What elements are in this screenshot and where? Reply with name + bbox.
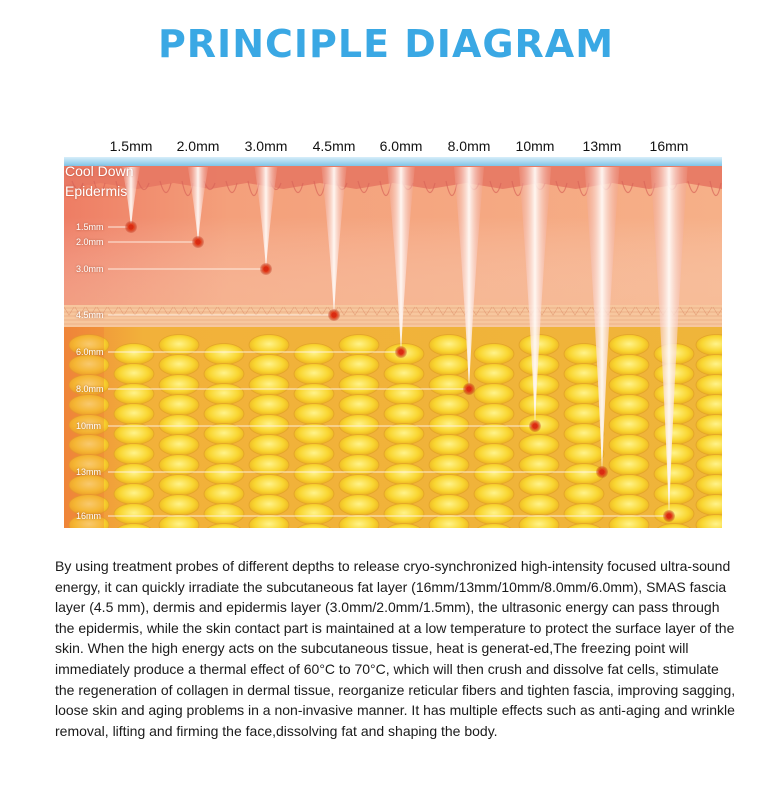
fat-cell — [339, 415, 379, 436]
fat-cell — [114, 364, 154, 385]
depth-label-1: 1.5mm — [76, 222, 104, 232]
fat-cell — [474, 444, 514, 465]
fat-cell — [249, 375, 289, 396]
fat-cell — [384, 404, 424, 425]
fat-cell — [384, 484, 424, 505]
cool-down-bar — [64, 157, 722, 166]
depth-label-3: 3.0mm — [76, 264, 104, 274]
depth-label-2: 2.0mm — [76, 237, 104, 247]
fat-cell — [294, 364, 334, 385]
fat-cell — [564, 504, 604, 525]
fat-cell — [609, 415, 649, 436]
principle-diagram — [64, 157, 722, 528]
fat-cell — [429, 375, 469, 396]
fat-cell — [114, 384, 154, 405]
focal-point-8 — [599, 469, 604, 474]
fat-cell — [339, 475, 379, 496]
fat-cell — [564, 484, 604, 505]
epidermis-label: Epidermis — [65, 183, 128, 199]
depth-header-9: 16mm — [649, 138, 689, 154]
fat-cell — [474, 404, 514, 425]
fat-cell — [204, 404, 244, 425]
fat-cell — [474, 504, 514, 525]
fat-cell — [654, 464, 694, 485]
focal-point-2 — [195, 239, 200, 244]
fat-cell — [159, 375, 199, 396]
focal-point-4 — [331, 312, 336, 317]
depth-label-6: 8.0mm — [76, 384, 104, 394]
fat-cell — [384, 504, 424, 525]
fat-cell — [114, 344, 154, 365]
fat-cell — [384, 384, 424, 405]
fat-cell — [249, 355, 289, 376]
fat-cell — [429, 475, 469, 496]
fat-cell — [519, 495, 559, 516]
depth-label-8: 13mm — [76, 467, 102, 477]
depth-label-4: 4.5mm — [76, 310, 104, 320]
fat-cell — [429, 435, 469, 456]
fat-cell — [519, 395, 559, 416]
fat-cell — [654, 424, 694, 445]
fat-cell — [339, 435, 379, 456]
focal-point-1 — [128, 224, 133, 229]
depth-header-1: 1.5mm — [109, 138, 153, 154]
focal-point-6 — [466, 386, 471, 391]
fat-cell — [249, 495, 289, 516]
focal-point-7 — [532, 423, 537, 428]
principle-description: By using treatment probes of different depths to release cryo-synchronized high-intensity focused ultra-sound energy, it can quickly irradiate the subcutaneous fat layer (16mm/13mm/10mm/8.0mm/6.0mm), SMAS fascia layer (4.5 mm), dermis and epidermis layer (3.0mm/2.0mm/1.5mm), the ultrasonic energy can pass through the epidermis, while the skin contact part is maintained at a low temperature to protect the surface layer of the skin. When the high energy acts on the subcutaneous tissue, heat is generat-ed,The freezing point will immediately produce a thermal effect of 60°C to 70°C, which will then crush and dissolve fat cells, stimulate the regeneration of collagen in dermal tissue, reorganize reticular fibers and tighten fascia, improving sagging, loose skin and aging problems in a non-invasive manner. It has multiple effects such as anti-aging and wrinkle removal, lifting and firming the face,dissolving fat and shaping the body. — [55, 558, 736, 739]
fat-cell — [429, 415, 469, 436]
fat-cell — [654, 484, 694, 505]
fat-cell — [384, 424, 424, 445]
fat-cell — [294, 504, 334, 525]
fat-cell — [609, 335, 649, 356]
fat-cell — [609, 455, 649, 476]
fat-cell — [114, 404, 154, 425]
fat-cell — [114, 424, 154, 445]
fat-cell — [609, 495, 649, 516]
fat-cell — [294, 444, 334, 465]
fat-cell — [519, 475, 559, 496]
fat-cell — [114, 484, 154, 505]
fat-cell — [339, 395, 379, 416]
fat-cell — [564, 404, 604, 425]
depth-header-2: 2.0mm — [176, 138, 220, 154]
focal-point-5 — [398, 349, 403, 354]
fat-cell — [294, 484, 334, 505]
fat-cell — [339, 495, 379, 516]
fat-cell — [384, 444, 424, 465]
fat-cell — [519, 435, 559, 456]
fat-cell — [564, 384, 604, 405]
fat-cell — [429, 495, 469, 516]
fat-cell — [564, 444, 604, 465]
fat-cell — [159, 495, 199, 516]
fat-cell — [249, 395, 289, 416]
fat-cell — [474, 384, 514, 405]
fat-cell — [294, 384, 334, 405]
fat-cell — [519, 375, 559, 396]
fat-cell — [159, 355, 199, 376]
depth-header-4: 4.5mm — [312, 138, 356, 154]
fat-cell — [474, 344, 514, 365]
depth-header-3: 3.0mm — [244, 138, 288, 154]
fat-cell — [429, 335, 469, 356]
fat-cell — [474, 364, 514, 385]
depth-header-7: 10mm — [515, 138, 555, 154]
fat-cell — [339, 375, 379, 396]
fat-cell — [114, 464, 154, 485]
depth-header-5: 6.0mm — [379, 138, 423, 154]
fat-cell — [519, 355, 559, 376]
fat-cell — [384, 364, 424, 385]
fat-cell — [204, 504, 244, 525]
depth-label-5: 6.0mm — [76, 347, 104, 357]
skin-layer-illustration — [64, 157, 722, 528]
fat-cell — [294, 424, 334, 445]
depth-header-6: 8.0mm — [447, 138, 491, 154]
fat-cell — [564, 424, 604, 445]
fat-cell — [609, 375, 649, 396]
fat-cell — [159, 415, 199, 436]
fat-cell — [609, 355, 649, 376]
fat-cell — [114, 504, 154, 525]
fat-cell — [429, 395, 469, 416]
fat-cell — [204, 444, 244, 465]
depth-label-9: 16mm — [76, 511, 102, 521]
fat-cell — [609, 475, 649, 496]
fat-cell — [294, 464, 334, 485]
fat-cell — [204, 384, 244, 405]
fat-cell — [474, 484, 514, 505]
fat-cell — [159, 435, 199, 456]
fat-cell — [249, 435, 289, 456]
fat-cell — [159, 395, 199, 416]
fat-cell — [429, 355, 469, 376]
fat-cell — [654, 404, 694, 425]
fat-cell — [249, 475, 289, 496]
fat-cell — [159, 475, 199, 496]
fat-cell — [204, 424, 244, 445]
fat-cell — [204, 364, 244, 385]
page-title: PRINCIPLE DIAGRAM — [157, 22, 615, 66]
fat-cell — [609, 395, 649, 416]
fat-cell — [204, 484, 244, 505]
depth-header-8: 13mm — [582, 138, 622, 154]
fat-cell — [474, 464, 514, 485]
fat-cell — [474, 424, 514, 445]
fat-cell — [339, 355, 379, 376]
fat-cell — [294, 344, 334, 365]
depth-label-7: 10mm — [76, 421, 102, 431]
fat-cell — [294, 404, 334, 425]
fat-cell — [204, 344, 244, 365]
focal-point-3 — [263, 266, 268, 271]
fat-cell — [654, 444, 694, 465]
fat-cell — [249, 415, 289, 436]
fat-cell — [609, 435, 649, 456]
fat-cell — [204, 464, 244, 485]
fat-cell — [114, 444, 154, 465]
fat-cell — [384, 464, 424, 485]
cool-down-label: Cool Down — [65, 163, 134, 179]
focal-point-9 — [666, 513, 671, 518]
